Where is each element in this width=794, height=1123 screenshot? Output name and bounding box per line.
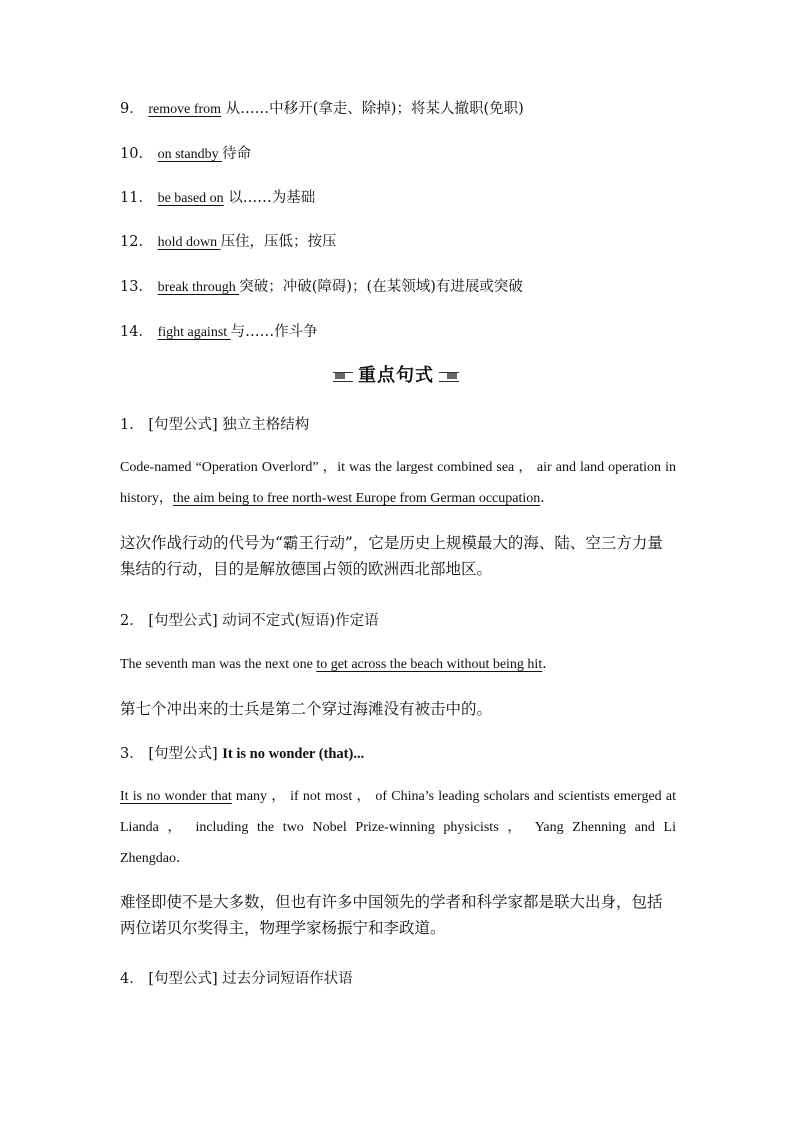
pattern-label: [句型公式] (148, 746, 218, 762)
pattern-topic: 动词不定式(短语)作定语 (222, 613, 379, 629)
vocab-meaning: 压住，压低；按压 (220, 234, 337, 250)
vocab-phrase: hold down (157, 235, 221, 250)
vocab-number: 11． (120, 190, 153, 206)
pattern-heading (120, 967, 353, 988)
example-sentence-zh: 第七个冲出来的士兵是第二个穿过海滩没有被击中的。 (120, 700, 493, 718)
vocab-number: 14． (120, 324, 153, 340)
sentence-key-part: to get across the beach without being hit (316, 657, 543, 672)
sentence-text: many ， if not most ， of China’s leading scholars and scientists emerged at Lianda ， including the two Nobel Prize-winning physicists ， Yang Zhenning and Li Zhengdao． (120, 789, 676, 866)
header-decor-right (447, 373, 457, 379)
vocab-phrase: fight against (157, 325, 231, 340)
vocab-item (120, 186, 315, 207)
pattern-topic: It is no wonder (that)... (222, 746, 365, 762)
vocab-meaning: 待命 (222, 146, 252, 162)
vocab-item (120, 142, 251, 163)
sentence-text: The seventh man was the next one (120, 657, 317, 672)
pattern-number: 4． (120, 971, 144, 987)
example-sentence-zh: 难怪即使不是大多数，但也有许多中国领先的学者和科学家都是联大出身，包括两位诺贝尔奖得主，物理学家杨振宁和李政道。 (120, 893, 663, 937)
vocab-meaning: 从……中移开(拿走、除掉)；将某人撤职(免职) (221, 101, 524, 117)
sentence-end: ． (542, 657, 557, 672)
pattern-number: 1． (120, 417, 144, 433)
sentence-text: Code-named “Operation Overlord” ，it was the largest combined sea ， air and land operation in history， (120, 460, 676, 506)
vocab-meaning: 与……作斗争 (230, 324, 318, 340)
vocab-phrase: on standby (157, 147, 223, 162)
pattern-heading (120, 413, 309, 434)
vocab-item (120, 275, 523, 296)
pattern-topic: 独立主格结构 (222, 417, 310, 433)
pattern-heading (120, 742, 364, 763)
vocab-phrase: break through (157, 280, 240, 295)
section-header (333, 362, 459, 390)
vocab-meaning: 突破；冲破(障碍)；(在某领域)有进展或突破 (239, 279, 523, 295)
vocab-phrase: be based on (157, 191, 224, 206)
section-title: 重点句式 (353, 362, 439, 390)
pattern-number: 3． (120, 746, 144, 762)
vocab-number: 10． (120, 146, 153, 162)
example-sentence-en (120, 781, 676, 874)
example-sentence-en (120, 452, 676, 514)
sentence-key-part: the aim being to free north-west Europe from German occupation (172, 491, 541, 506)
pattern-label: [句型公式] (148, 971, 218, 987)
pattern-number: 2． (120, 613, 144, 629)
vocab-phrase: remove from (148, 102, 222, 117)
vocab-number: 12． (120, 234, 153, 250)
vocab-number: 13． (120, 279, 153, 295)
vocab-number: 9． (120, 101, 144, 117)
example-sentence-en (120, 653, 556, 673)
pattern-label: [句型公式] (148, 613, 218, 629)
vocab-meaning: 以……为基础 (223, 190, 316, 206)
pattern-heading (120, 609, 379, 630)
header-decor-left (335, 373, 345, 379)
example-sentence-zh: 这次作战行动的代号为“霸王行动”，它是历史上规模最大的海、陆、空三方力量集结的行动，目的是解放德国占领的欧洲西北部地区。 (120, 534, 663, 578)
pattern-label: [句型公式] (148, 417, 218, 433)
sentence-key-part: It is no wonder that (120, 789, 232, 804)
vocab-item (120, 320, 318, 341)
vocab-item (120, 97, 524, 118)
pattern-topic: 过去分词短语作状语 (222, 971, 353, 987)
vocab-item (120, 230, 337, 251)
sentence-end: ． (540, 491, 555, 506)
